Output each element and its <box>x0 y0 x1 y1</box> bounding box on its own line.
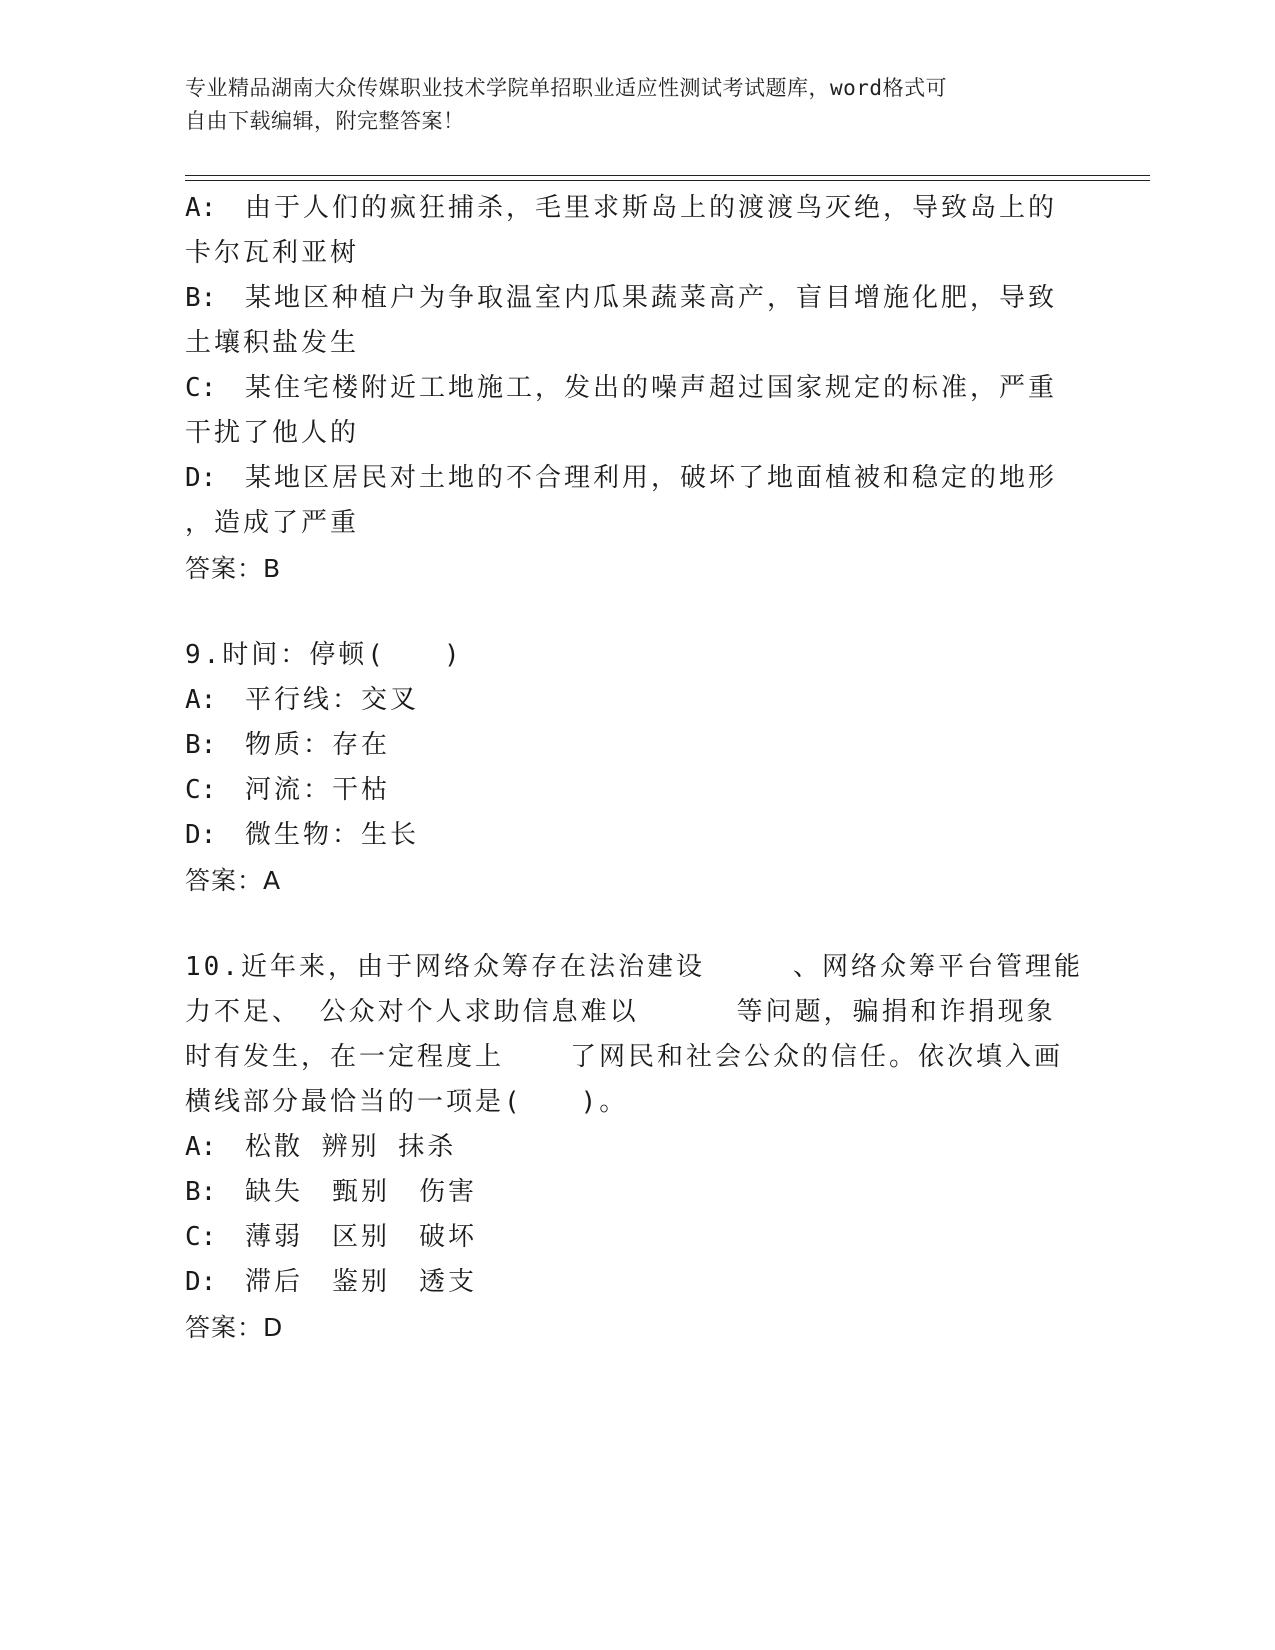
q10-stem-line-1 <box>185 945 1085 990</box>
option-text: 某地区种植户为争取温室内瓜果蔬菜高产，盲目增施化肥，导致 <box>245 283 1058 313</box>
q8-option-d <box>185 456 1085 501</box>
page-header <box>185 72 1065 138</box>
question-10 <box>185 945 1085 1350</box>
header-divider-thin <box>185 180 1150 181</box>
option-label: D: <box>185 1267 217 1297</box>
option-text: 缺失 甄别 伤害 <box>245 1177 478 1207</box>
header-line-1: 专业精品湖南大众传媒职业技术学院单招职业适应性测试考试题库，word格式可 <box>185 76 948 100</box>
q10-option-a <box>185 1125 1085 1170</box>
option-label: C: <box>185 1222 217 1252</box>
option-text: 某住宅楼附近工地施工，发出的噪声超过国家规定的标准，严重 <box>245 373 1058 403</box>
option-text: 物质：存在 <box>245 730 391 760</box>
q8-option-c <box>185 366 1085 411</box>
q9-option-c <box>185 768 1085 813</box>
q10-stem-line-3 <box>185 1035 1085 1080</box>
option-label: D: <box>185 820 217 850</box>
header-divider-thick <box>185 175 1150 176</box>
option-text: 某地区居民对土地的不合理利用，破坏了地面植被和稳定的地形 <box>245 463 1058 493</box>
q8-option-a <box>185 186 1085 231</box>
q8-option-a-continued: 卡尔瓦利亚树 <box>185 238 360 268</box>
q10-stem-line-4: 横线部分最恰当的一项是( )。 <box>185 1087 629 1117</box>
stem-text: 时有发生，在一定程度上 <box>185 1042 505 1072</box>
option-text: 平行线：交叉 <box>245 685 420 715</box>
question-9 <box>185 633 1085 903</box>
option-label: C: <box>185 373 217 403</box>
q10-stem-line-2 <box>185 990 1085 1035</box>
option-label: B: <box>185 730 217 760</box>
q8-option-d-continued: ，造成了严重 <box>185 508 360 538</box>
stem-text: 、网络众筹平台管理能 <box>792 952 1083 982</box>
option-label: A: <box>185 685 217 715</box>
option-label: B: <box>185 283 217 313</box>
stem-text: 力不足、 公众对个人求助信息难以 <box>185 997 639 1027</box>
q8-answer: 答案：B <box>185 554 282 583</box>
q8-option-c-continued: 干扰了他人的 <box>185 418 360 448</box>
option-text: 由于人们的疯狂捕杀，毛里求斯岛上的渡渡鸟灭绝，导致岛上的 <box>245 193 1058 223</box>
q10-answer: 答案：D <box>185 1313 284 1342</box>
stem-text: 了网民和社会公众的信任。依次填入画 <box>570 1042 1064 1072</box>
q9-option-b <box>185 723 1085 768</box>
option-text: 滞后 鉴别 透支 <box>245 1267 478 1297</box>
option-label: A: <box>185 1132 217 1162</box>
spacer <box>185 903 1085 945</box>
option-label: B: <box>185 1177 217 1207</box>
option-text: 薄弱 区别 破坏 <box>245 1222 478 1252</box>
q10-option-b <box>185 1170 1085 1215</box>
question-content <box>185 186 1085 1350</box>
spacer <box>185 591 1085 633</box>
header-line-2: 自由下载编辑，附完整答案！ <box>185 109 465 133</box>
option-label: A: <box>185 193 217 223</box>
option-text: 河流：干枯 <box>245 775 391 805</box>
question-8 <box>185 186 1085 591</box>
q9-stem: 9.时间：停顿( ) <box>185 640 463 670</box>
q10-option-c <box>185 1215 1085 1260</box>
option-text: 松散 辨别 抹杀 <box>245 1132 457 1162</box>
stem-text: 等问题，骗捐和诈捐现象 <box>736 997 1056 1027</box>
q9-option-d <box>185 813 1085 858</box>
q8-option-b <box>185 276 1085 321</box>
option-text: 微生物：生长 <box>245 820 420 850</box>
q9-option-a <box>185 678 1085 723</box>
q10-option-d <box>185 1260 1085 1305</box>
option-label: C: <box>185 775 217 805</box>
q9-answer: 答案：A <box>185 866 282 895</box>
q8-option-b-continued: 土壤积盐发生 <box>185 328 360 358</box>
stem-text: 10.近年来，由于网络众筹存在法治建设 <box>185 952 705 982</box>
option-label: D: <box>185 463 217 493</box>
